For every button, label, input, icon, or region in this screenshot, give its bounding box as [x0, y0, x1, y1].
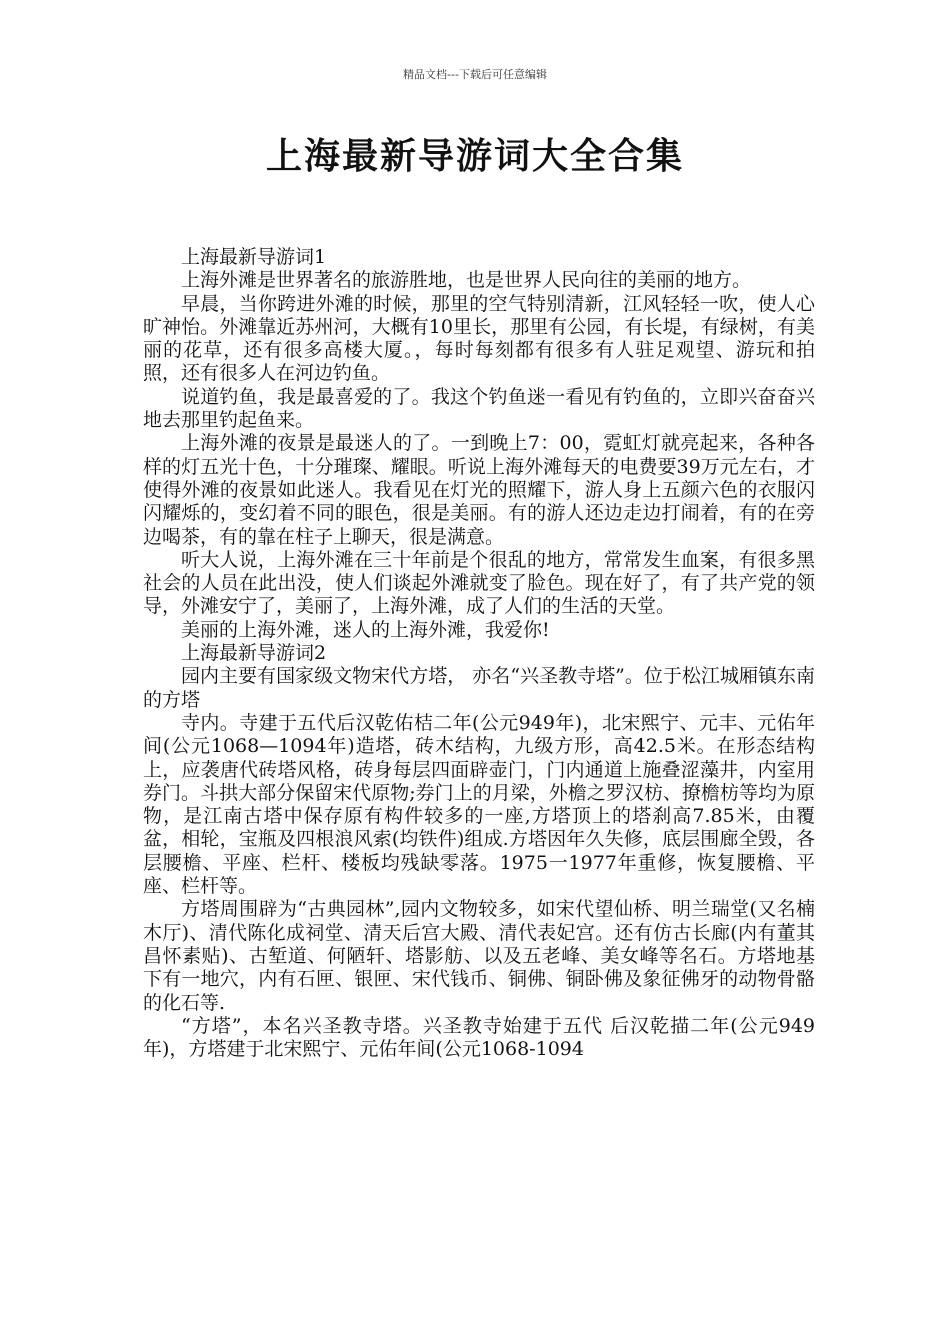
- document-title: 上海最新导游词大全合集: [265, 136, 684, 177]
- document-body: [143, 246, 815, 1061]
- paragraph: 园内主要有国家级文物宋代方塔， 亦名“兴圣教寺塔”。位于松江城厢镇东南的方塔: [143, 665, 815, 711]
- paragraph: 寺内。寺建于五代后汉乾佑桔二年(公元949年)，北宋熙宁、元丰、元佑年间(公元1068—1094年)造塔，砖木结构，九级方形，高42.5米。在形态结构上，应袭唐代砖塔风格，砖身每层四面辟壶门，门内通道上施叠涩藻井，内室用券门。斗拱大部分保留宋代原物;券门上的月梁，外檐之罗汉枋、撩檐枋等均为原物，是江南古塔中保存原有构件较多的一座,方塔顶上的塔刹高7.85米，由覆盆，相轮，宝瓶及四根浪风索(均铁件)组成.方塔因年久失修，底层围廊全毁，各层腰檐、平座、栏杆、楼板均残缺零落。1975一1977年重修，恢复腰檐、平座、栏杆等。: [143, 711, 815, 898]
- paragraph: 方塔周围辟为“古典园林”,园内文物较多，如宋代望仙桥、明兰瑞堂(又名楠木厅)、清代陈化成祠堂、清天后宫大殿、清代表妃宫。还有仿古长廊(内有董其昌怀素贴)、古堑道、何陋轩、塔影舫、以及五老峰、美女峰等名石。方塔地基下有一地穴，内有石匣、银匣、宋代钱币、铜佛、铜卧佛及象征佛牙的动物骨骼的化石等.: [143, 898, 815, 1014]
- paragraph: 上海外滩的夜景是最迷人的了。一到晚上7：00，霓虹灯就亮起来，各种各样的灯五光十色，十分璀璨、耀眼。听说上海外滩每天的电费要39万元左右，才使得外滩的夜景如此迷人。我看见在灯光的照耀下，游人身上五颜六色的衣服闪闪耀烁的，变幻着不同的眼色，很是美丽。有的游人还边走边打闹着，有的在旁边喝茶，有的靠在柱子上聊天，很是满意。: [143, 432, 815, 548]
- paragraph: 听大人说，上海外滩在三十年前是个很乱的地方，常常发生血案，有很多黑社会的人员在此出没，使人们谈起外滩就变了脸色。现在好了，有了共产党的领导，外滩安宁了，美丽了，上海外滩，成了人们的生活的天堂。: [143, 548, 815, 618]
- paragraph: 美丽的上海外滩，迷人的上海外滩，我爱你!: [181, 618, 550, 641]
- paragraph: 说道钓鱼，我是最喜爱的了。我这个钓鱼迷一看见有钓鱼的，立即兴奋奋兴地去那里钓起鱼来。: [143, 385, 815, 432]
- paragraph: 早晨，当你跨进外滩的时候，那里的空气特别清新，江风轻轻一吹，使人心旷神怡。外滩靠近苏州河，大概有10里长，那里有公园，有长堤，有绿树，有美丽的花草，还有很多高楼大厦。，每时每刻都有很多有人驻足观望、游玩和拍照，还有很多人在河边钓鱼。: [143, 292, 815, 385]
- paragraph: “方塔”，本名兴圣教寺塔。兴圣教寺始建于五代 后汉乾描二年(公元949年)，方塔建于北宋熙宁、元佑年间(公元1068-1094: [143, 1014, 815, 1061]
- section-heading-1: 上海最新导游词1: [181, 246, 327, 268]
- paragraph: 上海外滩是世界著名的旅游胜地，也是世界人民向往的美丽的地方。: [181, 269, 752, 292]
- header-note: 精品文档---下载后可任意编辑: [403, 68, 547, 81]
- section-heading-2: 上海最新导游词2: [181, 642, 327, 665]
